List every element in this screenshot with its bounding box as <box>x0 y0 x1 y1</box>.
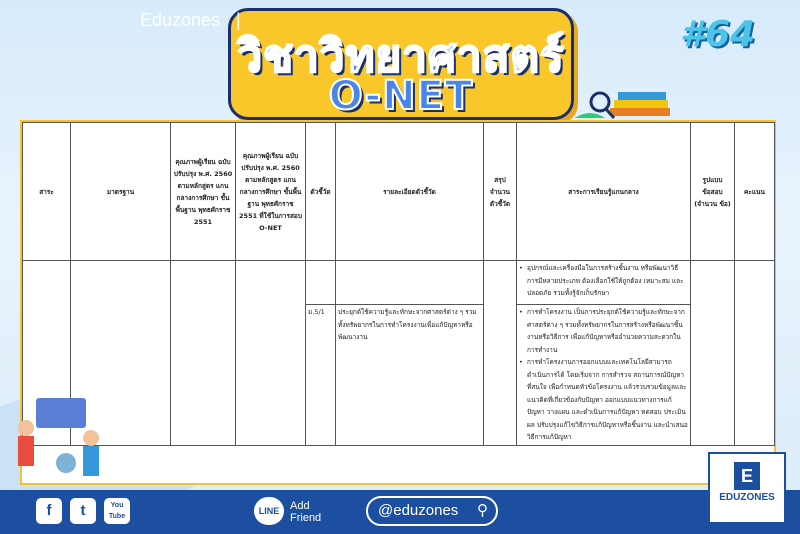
col-score: คะแนน <box>735 123 775 261</box>
line-icon[interactable]: LINE <box>254 497 284 525</box>
twitter-icon[interactable]: t <box>70 498 96 524</box>
title-subject: วิชาวิทยาศาสตร์ <box>237 31 565 82</box>
cell-quality-onet <box>236 261 306 446</box>
handle-search[interactable] <box>366 496 498 526</box>
col-core-content: สาระการเรียนรู้แกนกลาง <box>517 123 691 261</box>
cell-detail-blank <box>336 261 484 305</box>
table-header-row <box>23 123 775 261</box>
col-standard: มาตรฐาน <box>71 123 171 261</box>
cell-score <box>735 261 775 446</box>
col-indicator: ตัวชี้วัด <box>306 123 336 261</box>
core-bullet: • อุปกรณ์และเครื่องมือในการสร้างชิ้นงาน หรือพัฒนาวิธีการมีหลายประเภท ต้องเลือกใช้ให้ถูกต้อง เหมาะสม และปลอดภัย รวมทั้งรู้จักเก็บรักษา <box>519 262 688 300</box>
students-illustration <box>6 388 116 488</box>
cell-core-top <box>517 261 691 305</box>
curriculum-table <box>22 122 775 446</box>
cell-indicator-blank <box>306 261 336 305</box>
episode-number: #64 <box>680 14 756 55</box>
footer-brand[interactable]: Eduzones <box>140 10 221 30</box>
col-learner-quality-onet: คุณภาพผู้เรียน ฉบับปรับปรุง พ.ศ. 2560 ตามหลักสูตร แกนกลางการศึกษา ขั้นพื้นฐาน พุทธศักราช 2551 ที่ใช้ในการสอบ O-NET <box>236 123 306 261</box>
cell-exam <box>691 261 735 446</box>
cell-indicator-detail: ประยุกต์ใช้ความรู้และทักษะจากศาสตร์ต่าง ๆ รวมทั้งทรัพยากรในการทำโครงงานเพื่อแก้ปัญหาหรือพัฒนางาน <box>336 305 484 446</box>
cell-indicator-code: ม.5/1 <box>306 305 336 446</box>
core-bullet: • การทำโครงงาน เป็นการประยุกต์ใช้ความรู้และทักษะจากศาสตร์ต่าง ๆ รวมทั้งทรัพยากรในการสร้างหรือพัฒนาชิ้นงานหรือวิธีการ เพื่อแก้ปัญหาหรืออำนวยความสะดวกในการทำงาน <box>519 306 688 356</box>
cell-quality <box>171 261 236 446</box>
add-friend-link[interactable]: Add Friend <box>290 500 322 524</box>
eduzones-logo <box>708 452 786 524</box>
facebook-icon[interactable]: f <box>36 498 62 524</box>
search-icon: ⚲ <box>477 502 488 519</box>
cell-count <box>484 261 517 446</box>
cell-core-content <box>517 305 691 446</box>
col-indicator-detail: รายละเอียดตัวชี้วัด <box>336 123 484 261</box>
logo-letter: E <box>734 462 760 490</box>
col-exam-format: รูปแบบ ข้อสอบ (จำนวน ข้อ) <box>691 123 735 261</box>
title-exam: O-NET <box>328 73 474 119</box>
youtube-icon[interactable]: You Tube <box>104 498 130 524</box>
curriculum-table-sheet <box>20 120 776 485</box>
col-indicator-count: สรุป จำนวน ตัวชี้วัด <box>484 123 517 261</box>
col-learner-quality: คุณภาพผู้เรียน ฉบับปรับปรุง พ.ศ. 2560 ตามหลักสูตร แกนกลางการศึกษา ขั้นพื้นฐาน พุทธศักราช 2551 <box>171 123 236 261</box>
logo-name: EDUZONES <box>719 492 775 503</box>
col-strand: สาระ <box>23 123 71 261</box>
books-illustration <box>570 78 680 123</box>
footer-separator: | <box>236 10 241 30</box>
handle-text: @eduzones <box>378 502 459 519</box>
title-banner <box>228 8 574 120</box>
table-row <box>23 261 775 305</box>
core-bullet: • การทำโครงงานการออกแบบและเทคโนโลยีสามารถดำเนินการได้ โดยเริ่มจาก การสำรวจ สถานการณ์ปัญหาที่สนใจ เพื่อกำหนดหัวข้อโครงงาน แล้วรวบรวมข้อมูลและแนวคิดที่เกี่ยวข้องกับปัญหา ออกแบบแนวทางการแก้ปัญหา วางแผน และดำเนินการแก้ปัญหา ทดสอบ ประเมินผล ปรับปรุงแก้ไขวิธีการแก้ปัญหาหรือชิ้นงาน และนำเสนอวิธีการแก้ปัญหา <box>519 356 688 444</box>
